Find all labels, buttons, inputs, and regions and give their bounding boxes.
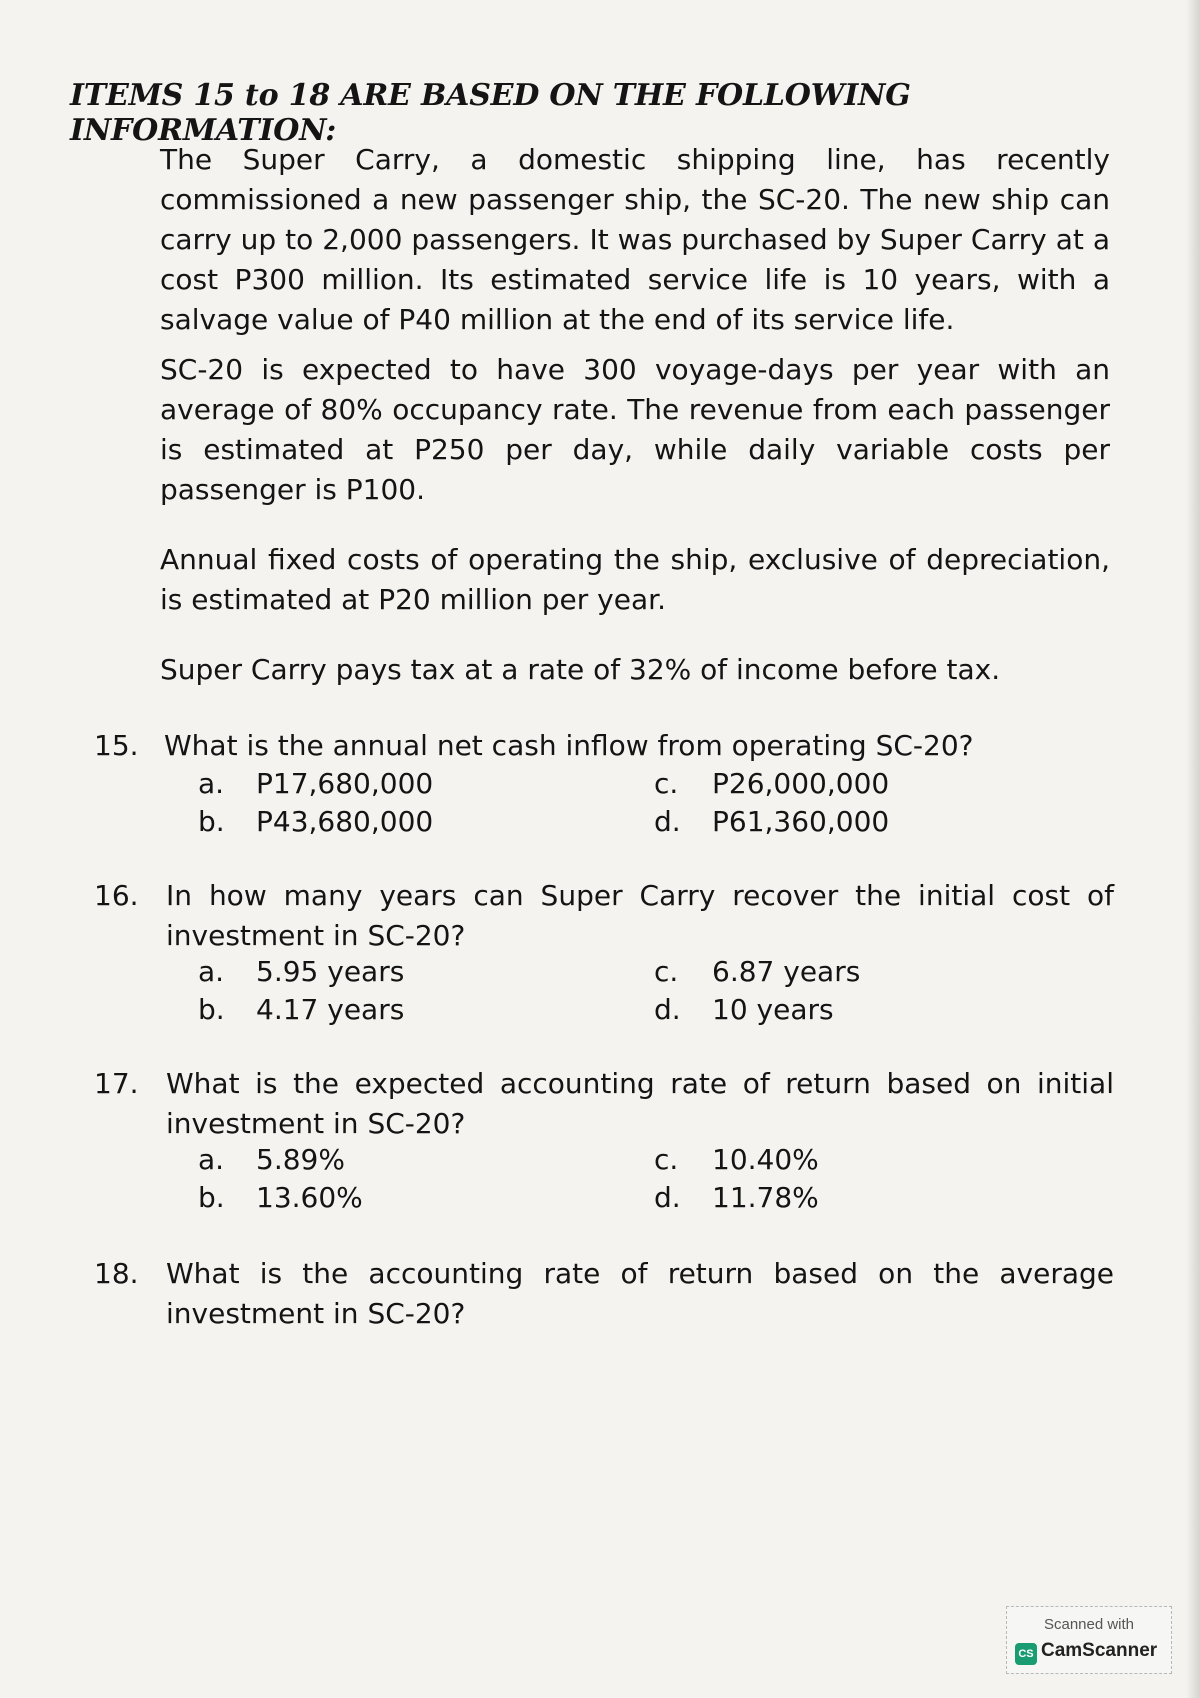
choice-text: 4.17 years bbox=[256, 993, 405, 1026]
choice-b[interactable] bbox=[198, 990, 404, 1030]
section-heading: ITEMS 15 to 18 ARE BASED ON THE FOLLOWING INFORMATION: bbox=[70, 78, 911, 148]
choice-a[interactable] bbox=[198, 952, 404, 992]
watermark-brand: CamScanner bbox=[1041, 1640, 1158, 1661]
question-text: What is the expected accounting rate of return based on initial investment in SC-20? bbox=[166, 1067, 1114, 1140]
choice-letter: a. bbox=[198, 1143, 225, 1176]
choice-text: 13.60% bbox=[256, 1181, 363, 1214]
choice-c[interactable] bbox=[654, 952, 860, 992]
camscanner-watermark bbox=[1006, 1606, 1172, 1674]
choice-d[interactable] bbox=[654, 802, 889, 842]
choice-text: 10.40% bbox=[712, 1143, 819, 1176]
choice-d[interactable] bbox=[654, 1178, 819, 1218]
question-text: What is the accounting rate of return based on the average investment in SC-20? bbox=[166, 1257, 1114, 1330]
question-number: 15. bbox=[94, 729, 139, 762]
choice-text: 10 years bbox=[712, 993, 834, 1026]
choice-letter: c. bbox=[654, 1143, 679, 1176]
info-paragraph-3: Annual fixed costs of operating the ship, exclusive of depreciation, is estimated at P20 million per year. bbox=[160, 543, 1110, 616]
question-text: What is the annual net cash inflow from operating SC-20? bbox=[164, 729, 974, 762]
choice-d[interactable] bbox=[654, 990, 834, 1030]
choice-letter: c. bbox=[654, 767, 679, 800]
choice-a[interactable] bbox=[198, 764, 433, 804]
choice-letter: b. bbox=[198, 805, 225, 838]
choice-b[interactable] bbox=[198, 802, 433, 842]
choice-letter: a. bbox=[198, 955, 225, 988]
question-number: 16. bbox=[94, 879, 139, 912]
watermark-caption: Scanned with bbox=[1043, 1616, 1135, 1633]
choice-text: 6.87 years bbox=[712, 955, 861, 988]
choice-b[interactable] bbox=[198, 1178, 363, 1218]
choice-letter: c. bbox=[654, 955, 679, 988]
question-text: In how many years can Super Carry recover the initial cost of investment in SC-20? bbox=[166, 879, 1114, 952]
choice-text: P26,000,000 bbox=[712, 767, 890, 800]
choice-text: 5.95 years bbox=[256, 955, 405, 988]
info-paragraph-1: The Super Carry, a domestic shipping line, has recently commissioned a new passenger ship, the SC-20. The new ship can carry up to 2,000 passengers. It was purchased by Super Carry at a cost P300 million. Its estimated service life is 10 years, with a salvage value of P40 million at the end of its service life. bbox=[160, 143, 1110, 336]
info-paragraph-4: Super Carry pays tax at a rate of 32% of income before tax. bbox=[160, 653, 1001, 686]
choice-text: P61,360,000 bbox=[712, 805, 890, 838]
choice-letter: d. bbox=[654, 1181, 681, 1214]
page-edge-shadow bbox=[1186, 0, 1200, 1698]
choice-letter: d. bbox=[654, 805, 681, 838]
choice-letter: d. bbox=[654, 993, 681, 1026]
choice-text: 11.78% bbox=[712, 1181, 819, 1214]
choice-letter: b. bbox=[198, 1181, 225, 1214]
choice-text: P43,680,000 bbox=[256, 805, 434, 838]
choice-c[interactable] bbox=[654, 1140, 819, 1180]
question-number: 17. bbox=[94, 1067, 139, 1100]
choice-letter: b. bbox=[198, 993, 225, 1026]
choice-letter: a. bbox=[198, 767, 225, 800]
choice-text: P17,680,000 bbox=[256, 767, 434, 800]
choice-text: 5.89% bbox=[256, 1143, 345, 1176]
question-number: 18. bbox=[94, 1257, 139, 1290]
choice-c[interactable] bbox=[654, 764, 889, 804]
camscanner-logo-icon: CS bbox=[1015, 1643, 1037, 1665]
info-paragraph-2: SC-20 is expected to have 300 voyage-days per year with an average of 80% occupancy rate. The revenue from each passenger is estimated at P250 per day, while daily variable costs per passenger is P100. bbox=[160, 353, 1110, 506]
choice-a[interactable] bbox=[198, 1140, 345, 1180]
